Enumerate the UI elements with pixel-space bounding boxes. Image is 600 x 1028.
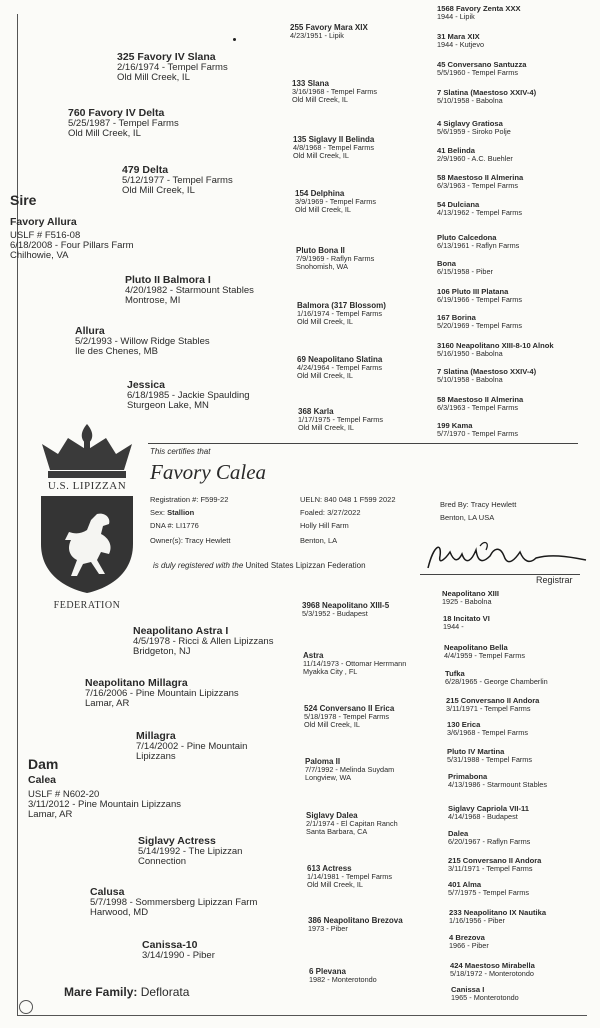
sire-gen4-entry: Pluto Bona II 7/9/1969 - Raflyn Farms Snohomish, WA [296, 246, 375, 272]
dam-gen5-entry: Dalea 6/20/1967 - Raflyn Farms [448, 829, 531, 846]
dam-sire: Neapolitano Millagra 7/16/2006 - Pine Mountain Lipizzans Lamar, AR [85, 677, 239, 709]
uslf-logo [28, 422, 146, 612]
dam-gen4-entry: 613 Actress 1/14/1981 - Tempel Farms Old Mill Creek, IL [307, 864, 393, 890]
bred-location: Benton, LA USA [440, 513, 495, 522]
dam-gen5-entry: Pluto IV Martina 5/31/1988 - Tempel Farms [447, 747, 533, 764]
foaled-farm: Holly Hill Farm [300, 521, 349, 530]
dam-gen4-entry: Astra 11/14/1973 - Ottomar Herrmann Myakka City , FL [303, 651, 407, 677]
dam-dam-sire: Siglavy Actress 5/14/1992 - The Lipizzan Connection [138, 835, 243, 867]
dam-gen5-entry: 4 Brezova 1966 - Piber [449, 933, 489, 950]
sire-sire-dam: 479 Delta 5/12/1977 - Tempel Farms Old Mill Creek, IL [122, 164, 233, 196]
dam-sire-sire: Neapolitano Astra I 4/5/1978 - Ricci & Allen Lipizzans Bridgeton, NJ [133, 625, 274, 657]
page-bottom-rule [17, 1015, 587, 1016]
dam-gen4-entry: Siglavy Dalea 2/1/1974 - El Capitan Ranch Santa Barbara, CA [306, 811, 398, 837]
sire-gen4-entry: 135 Siglavy II Belinda 4/8/1968 - Tempel Farms Old Mill Creek, IL [293, 135, 375, 161]
sire-gen5-entry: 4 Siglavy Gratiosa 5/6/1959 - Siroko Polje [437, 119, 511, 136]
certificate-top-rule [148, 443, 578, 444]
dam-heading: Dam [28, 756, 59, 772]
sire-gen5-entry: 199 Kama 5/7/1970 - Tempel Farms [437, 421, 518, 438]
mare-family: Mare Family: Deflorata [64, 985, 190, 999]
sire-entry: Favory Allura USLF # F516-08 6/18/2008 - Four Pillars Farm Chilhowie, VA [10, 216, 134, 261]
dam-gen5-entry: 130 Erica 3/6/1968 - Tempel Farms [447, 720, 528, 737]
dam-gen5-entry: 215 Conversano II Andora 3/11/1971 - Tempel Farms [448, 856, 542, 873]
dam-gen5-entry: 215 Conversano II Andora 3/11/1971 - Tempel Farms [446, 696, 540, 713]
horse-name: Favory Calea [150, 460, 267, 484]
bred-by: Bred By: Tracy Hewlett [440, 500, 517, 509]
dam-gen4-entry: 3968 Neapolitano XIII-5 5/3/1952 - Budapest [302, 601, 390, 619]
page-mark [233, 38, 236, 41]
logo-bottom-text: FEDERATION [53, 600, 121, 611]
shield-horse-icon [39, 494, 135, 594]
sire-gen4-entry: Balmora (317 Blossom) 1/16/1974 - Tempel Farms Old Mill Creek, IL [297, 301, 386, 327]
page-left-rule [17, 14, 18, 1016]
dam-gen5-entry: Primabona 4/13/1986 - Starmount Stables [448, 772, 547, 789]
sire-dam-sire: Pluto II Balmora I 4/20/1982 - Starmount Stables Montrose, MI [125, 274, 254, 306]
dna-number: DNA #: LI1776 [150, 521, 199, 530]
sire-gen5-entry: 167 Borina 5/20/1969 - Tempel Farms [437, 313, 523, 330]
dam-sire-dam: Millagra 7/14/2002 - Pine Mountain Lipizzans [136, 730, 248, 762]
dam-gen5-entry: 18 Incitato VI 1944 - [443, 614, 490, 631]
sire-sire: 760 Favory IV Delta 5/25/1987 - Tempel Farms Old Mill Creek, IL [68, 107, 179, 139]
sire-gen4-entry: 154 Delphina 3/9/1969 - Tempel Farms Old Mill Creek, IL [295, 189, 376, 215]
sire-heading: Sire [10, 192, 37, 208]
sire-sire-sire: 325 Favory IV Slana 2/16/1974 - Tempel Farms Old Mill Creek, IL [117, 51, 228, 83]
page-corner-ornament [19, 1000, 33, 1014]
sire-gen5-entry: 45 Conversano Santuzza 5/5/1960 - Tempel Farms [437, 60, 527, 77]
dam-gen4-entry: Paloma II 7/7/1992 - Melinda Suydam Longview, WA [305, 757, 395, 783]
foaled-field: Foaled: 3/27/2022 [300, 508, 361, 517]
owner: Owner(s): Tracy Hewlett [150, 536, 231, 545]
sire-gen5-entry: 106 Pluto III Platana 6/19/1966 - Tempel Farms [437, 287, 523, 304]
certifies-text: This certifies that [150, 447, 211, 456]
crown-icon [28, 422, 146, 482]
sire-gen4-entry: 133 Slana 3/16/1968 - Tempel Farms Old Mill Creek, IL [292, 79, 378, 105]
dam-gen5-entry: Canissa I 1965 - Monterotondo [451, 985, 519, 1002]
dam-gen5-entry: Siglavy Capriola VII-11 4/14/1968 - Budapest [448, 804, 530, 821]
sire-gen5-entry: 31 Mara XIX 1944 - Kutjevo [437, 32, 485, 49]
sire-gen4-entry: 255 Favory Mara XIX 4/23/1951 - Lipik [290, 23, 368, 41]
registrar-label: Registrar [536, 575, 573, 585]
foaled-location: Benton, LA [300, 536, 338, 545]
registration-statement: is duly registered with the United States Lipizzan Federation [153, 561, 366, 570]
sire-gen5-entry: 54 Dulciana 4/13/1962 - Tempel Farms [437, 200, 523, 217]
sire-gen5-entry: Pluto Calcedona 6/13/1961 - Raflyn Farms [437, 233, 520, 250]
dam-gen5-entry: 424 Maestoso Mirabella 5/18/1972 - Monterotondo [450, 961, 535, 978]
sire-dam-dam: Jessica 6/18/1985 - Jackie Spaulding Sturgeon Lake, MN [127, 379, 250, 411]
sire-gen5-entry: 41 Belinda 2/9/1960 - A.C. Buehler [437, 146, 513, 163]
sire-gen4-entry: 368 Karla 1/17/1975 - Tempel Farms Old Mill Creek, IL [298, 407, 384, 433]
sire-gen4-entry: 69 Neapolitano Slatina 4/24/1964 - Tempel Farms Old Mill Creek, IL [297, 355, 383, 381]
ueln: UELN: 840 048 1 F599 2022 [300, 495, 396, 504]
dam-gen5-entry: 233 Neapolitano IX Nautika 1/16/1956 - Piber [449, 908, 547, 925]
dam-dam-dam: Canissa-10 3/14/1990 - Piber [142, 939, 215, 962]
dam-dam: Calusa 5/7/1998 - Sommersberg Lipizzan Farm Harwood, MD [90, 886, 258, 918]
registrar-signature [420, 538, 590, 578]
dam-gen4-entry: 524 Conversano II Erica 5/18/1978 - Tempel Farms Old Mill Creek, IL [304, 704, 395, 730]
sire-gen5-entry: 7 Slatina (Maestoso XXIV-4) 5/10/1958 - Babolna [437, 88, 537, 105]
dam-gen5-entry: Neapolitano Bella 4/4/1959 - Tempel Farms [444, 643, 525, 660]
sire-gen5-entry: Bona 6/15/1958 - Piber [437, 259, 493, 276]
registration-number: Registration #: F599-22 [150, 495, 229, 504]
sire-gen5-entry: 7 Slatina (Maestoso XXIV-4) 5/10/1958 - Babolna [437, 367, 537, 384]
dam-gen5-entry: Tufka 6/28/1965 - George Chamberlin [445, 669, 548, 686]
dam-gen5-entry: 401 Alma 5/7/1975 - Tempel Farms [448, 880, 529, 897]
dam-gen4-entry: 6 Plevana 1982 - Monterotondo [309, 967, 377, 985]
dam-entry: Calea USLF # N602-20 3/11/2012 - Pine Mountain Lipizzans Lamar, AR [28, 774, 181, 820]
sire-gen5-entry: 1568 Favory Zenta XXX 1944 - Lipik [437, 4, 521, 21]
sire-gen5-entry: 58 Maestoso II Almerina 6/3/1963 - Tempel Farms [437, 395, 524, 412]
sex-field: Sex: Stallion [150, 508, 195, 517]
dam-gen4-entry: 386 Neapolitano Brezova 1973 - Piber [308, 916, 403, 934]
sire-dam: Allura 5/2/1993 - Willow Ridge Stables Ile des Chenes, MB [75, 325, 210, 357]
sire-gen5-entry: 58 Maestoso II Almerina 6/3/1963 - Tempel Farms [437, 173, 524, 190]
logo-top-text: U.S. LIPIZZAN [47, 480, 127, 492]
dam-gen5-entry: Neapolitano XIII 1925 - Babolna [442, 589, 499, 606]
sire-gen5-entry: 3160 Neapolitano XIII-8-10 Alnok 5/16/1950 - Babolna [437, 341, 554, 358]
